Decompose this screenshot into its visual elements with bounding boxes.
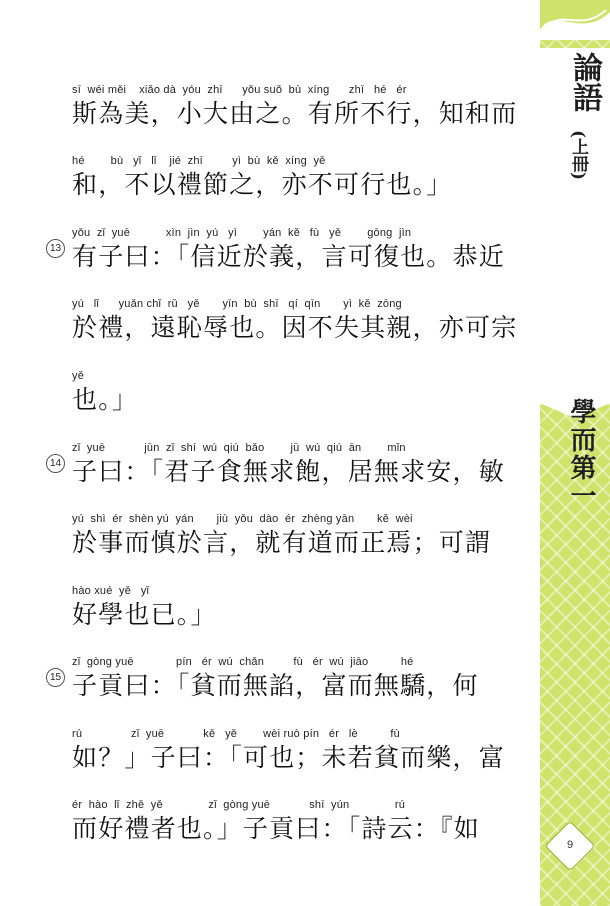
verse-number-15: 15 (46, 668, 65, 687)
pinyin-line: zǐ yuē jūn zǐ shí wú qiú bǎo jū wú qiú ān mǐn (72, 442, 406, 454)
book-title: 論語 (567, 52, 602, 112)
pinyin-line: sī wéi měi xiǎo dà yóu zhī yǒu suǒ bù xíng zhī hé ér (72, 84, 407, 96)
pinyin-line: yě (72, 370, 85, 382)
pinyin-line: rú zǐ yuē kě yě wèi ruò pín ér lè fù (72, 728, 400, 740)
pinyin-line: yú lǐ yuǎn chǐ rǔ yě yīn bù shī qí qīn yì kě zōng (72, 298, 402, 310)
chinese-line: 而好禮者也。」子貢曰：「詩云：『如 (72, 814, 480, 843)
pinyin-line: yú shì ér shèn yú yán jiù yǒu dào ér zhèng yān kě wèi (72, 513, 413, 525)
chinese-line: 子貢曰：「貧而無諂，富而無驕，何 (72, 671, 479, 700)
pinyin-line: hé bù yǐ lǐ jié zhī yì bù kě xíng yě (72, 155, 326, 167)
verse-number-13: 13 (46, 239, 65, 258)
chinese-line: 也。」 (72, 385, 139, 414)
chinese-line: 有子曰：「信近於義，言可復也。恭近 (72, 242, 505, 271)
chinese-line: 於禮，遠恥辱也。因不失其親，亦可宗 (72, 313, 518, 342)
pinyin-line: zǐ gòng yuē pín ér wú chǎn fù ér wú jiāo hé (72, 656, 414, 668)
chinese-line: 斯為美，小大由之。有所不行，知和而 (72, 99, 518, 128)
pinyin-line: ér hào lǐ zhě yě zǐ gòng yuē shī yún rú (72, 799, 406, 811)
chinese-line: 於事而慎於言，就有道而正焉；可謂 (72, 528, 492, 557)
verse-number-14: 14 (46, 454, 65, 473)
pinyin-line: yǒu zǐ yuē xìn jìn yú yì yán kě fù yě gōng jìn (72, 227, 412, 239)
pinyin-line: hào xué yě yǐ (72, 585, 150, 597)
volume-label: (上冊) (568, 130, 588, 181)
page-number: 9 (566, 839, 574, 851)
chinese-line: 好學也已。」 (72, 600, 217, 629)
chinese-line: 子曰：「君子食無求飽，居無求安，敏 (72, 457, 505, 486)
chinese-line: 和，不以禮節之，亦不可行也。」 (72, 170, 453, 199)
swirl-ornament (540, 0, 610, 42)
chinese-line: 如？」子曰：「可也；未若貧而樂，富 (72, 743, 505, 772)
chapter-title: 學而第一 (566, 398, 596, 510)
